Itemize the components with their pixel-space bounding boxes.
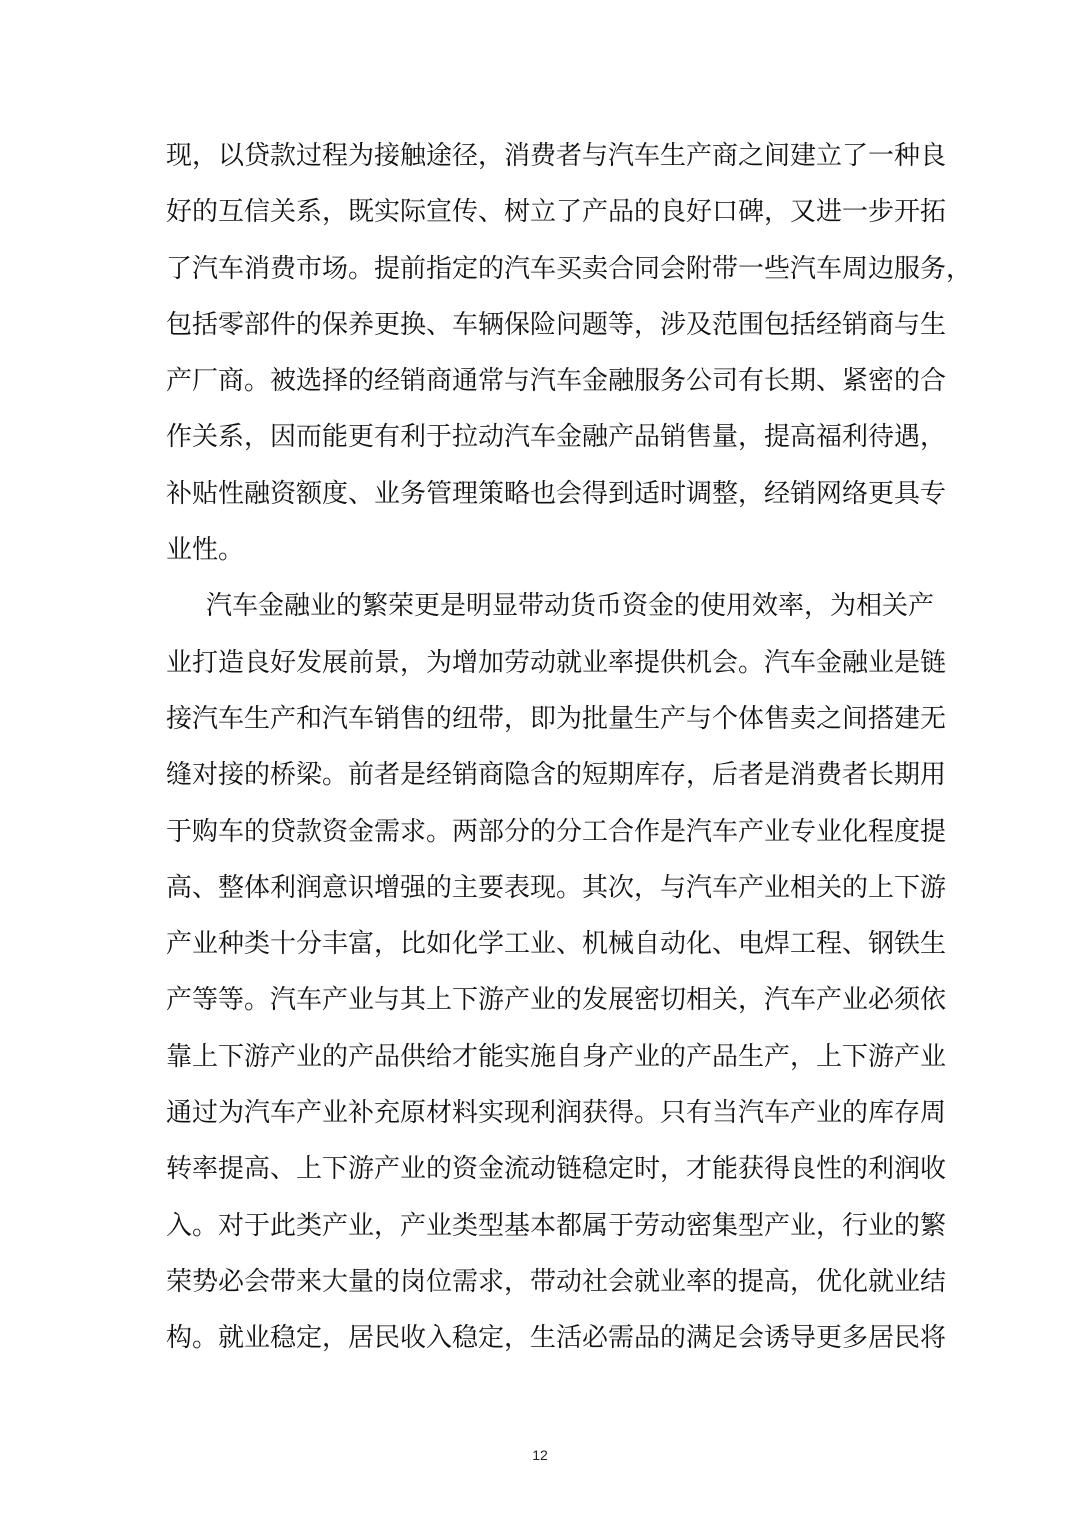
text-line: 荣势必会带来大量的岗位需求，带动社会就业率的提高，优化就业结 bbox=[166, 1266, 947, 1297]
text-line: 现，以贷款过程为接触途径，消费者与汽车生产商之间建立了一种良 bbox=[166, 141, 947, 171]
body-text bbox=[166, 128, 973, 1367]
text-line: 于购车的贷款资金需求。两部分的分工合作是汽车产业专业化程度提 bbox=[166, 816, 947, 847]
text-line: 缝对接的桥梁。前者是经销商隐含的短期库存，后者是消费者长期用 bbox=[166, 760, 947, 791]
text-line: 产业种类十分丰富，比如化学工业、机械自动化、电焊工程、钢铁生 bbox=[166, 929, 947, 960]
text-line: 业打造良好发展前景，为增加劳动就业率提供机会。汽车金融业是链 bbox=[166, 647, 947, 678]
text-line: 高、整体利润意识增强的主要表现。其次，与汽车产业相关的上下游 bbox=[166, 872, 947, 903]
text-line: 业性。 bbox=[166, 535, 245, 566]
paragraph bbox=[166, 578, 947, 1366]
text-line: 包括零部件的保养更换、车辆保险问题等，涉及范围包括经销商与生 bbox=[166, 309, 947, 340]
paragraph bbox=[166, 128, 973, 578]
text-line: 汽车金融业的繁荣更是明显带动货币资金的使用效率，为相关产 bbox=[206, 591, 935, 622]
text-line: 靠上下游产业的产品供给才能实施自身产业的产品生产，上下游产业 bbox=[166, 1041, 947, 1072]
text-line: 转率提高、上下游产业的资金流动链稳定时，才能获得良性的利润收 bbox=[166, 1154, 947, 1185]
text-line: 了汽车消费市场。提前指定的汽车买卖合同会附带一些汽车周边服务， bbox=[166, 253, 973, 284]
text-line: 通过为汽车产业补充原材料实现利润获得。只有当汽车产业的库存周 bbox=[166, 1098, 947, 1129]
text-line: 构。就业稳定，居民收入稳定，生活必需品的满足会诱导更多居民将 bbox=[166, 1323, 947, 1354]
text-line: 补贴性融资额度、业务管理策略也会得到适时调整，经销网络更具专 bbox=[166, 478, 947, 509]
text-line: 接汽车生产和汽车销售的纽带，即为批量生产与个体售卖之间搭建无 bbox=[166, 703, 947, 734]
text-line: 作关系，因而能更有利于拉动汽车金融产品销售量，提高福利待遇， bbox=[166, 422, 947, 453]
text-line: 产等等。汽车产业与其上下游产业的发展密切相关，汽车产业必须依 bbox=[166, 985, 947, 1016]
text-line: 好的互信关系，既实际宣传、树立了产品的良好口碑，又进一步开拓 bbox=[166, 197, 947, 228]
text-line: 入。对于此类产业，产业类型基本都属于劳动密集型产业，行业的繁 bbox=[166, 1210, 947, 1241]
page-number: 12 bbox=[532, 1447, 548, 1463]
text-line: 产厂商。被选择的经销商通常与汽车金融服务公司有长期、紧密的合 bbox=[166, 366, 947, 397]
